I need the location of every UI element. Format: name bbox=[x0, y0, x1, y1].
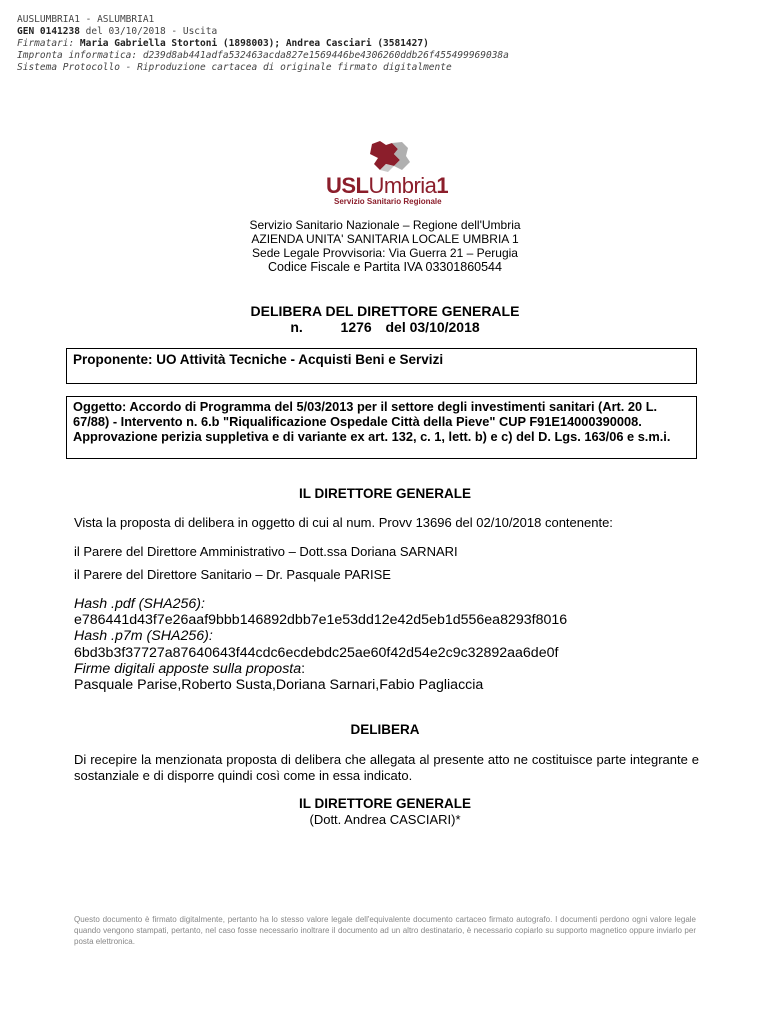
protocol-line-impronta: Impronta informatica: d239d8ab441adfa532463acda827e1569446be4306260ddb26f455499969038a bbox=[17, 50, 509, 61]
oggetto-box: Oggetto: Accordo di Programma del 5/03/2013 per il settore degli investimenti sanitari (Art. 20 L. 67/88) - Intervento n. 6.b "Riqualificazione Ospedale Città della Pieve" CUP F91E14000390008. Approvazione perizia suppletiva e di variante ex art. 132, c. 1, lett. b) e c) del D. Lgs. 163/06 e s.m.i. bbox=[66, 396, 697, 459]
delibera-number-line bbox=[0, 319, 770, 335]
protocol-gen-date: del 03/10/2018 - Uscita bbox=[79, 26, 218, 37]
firme-label-line bbox=[74, 661, 699, 677]
delibera-date: del 03/10/2018 bbox=[385, 319, 480, 335]
umbria-region-icon bbox=[358, 140, 414, 174]
delibera-heading: DELIBERA bbox=[350, 722, 420, 737]
firme-colon: : bbox=[301, 660, 306, 677]
delibera-title: DELIBERA DEL DIRETTORE GENERALE bbox=[250, 303, 520, 319]
vista-paragraph: Vista la proposta di delibera in oggetto di cui al num. Provv 13696 del 02/10/2018 contenente: bbox=[74, 515, 613, 530]
firme-names: Pasquale Parise,Roberto Susta,Doriana Sarnari,Fabio Pagliaccia bbox=[74, 677, 484, 694]
ente-line-2: AZIENDA UNITA' SANITARIA LOCALE UMBRIA 1 bbox=[251, 232, 519, 246]
protocol-line-ente: AUSLUMBRIA1 - ASLUMBRIA1 bbox=[17, 14, 155, 25]
recepire-paragraph: Di recepire la menzionata proposta di delibera che allegata al presente atto ne costituisce parte integrante e sostanziale e di disporre quindi così come in essa indicato. bbox=[74, 752, 699, 783]
protocol-header bbox=[17, 14, 509, 74]
usl-umbria-logo bbox=[318, 140, 454, 210]
ente-line-3: Sede Legale Provvisoria: Via Guerra 21 – Perugia bbox=[252, 246, 518, 260]
delibera-title-block bbox=[0, 303, 770, 335]
hash-block bbox=[74, 596, 699, 693]
firme-label: Firme digitali apposte sulla proposta bbox=[74, 660, 302, 677]
hash-pdf-value: e786441d43f7e26aaf9bbb146892dbb7e1e53dd12e42d5eb1d556ea8293f8016 bbox=[74, 612, 568, 629]
logo-number: 1 bbox=[436, 173, 449, 198]
ente-codice-fiscale: Codice Fiscale e Partita IVA 03301860544 bbox=[268, 260, 502, 274]
parere-sanitario: il Parere del Direttore Sanitario – Dr. Pasquale PARISE bbox=[74, 567, 391, 582]
hash-p7m-value: 6bd3b3f37727a87640643f44cdc6ecdebdc25ae60f42d54e2c9c32892aa6de0f bbox=[74, 644, 559, 661]
protocol-line-firmatari bbox=[17, 38, 509, 50]
digital-signature-disclaimer: Questo documento è firmato digitalmente, pertanto ha lo stesso valore legale dell'equivalente documento cartaceo firmato autografo. I documenti perdono ogni valore legale quando vengono stampati, pertanto, nel caso fosse necessario inoltrare il documento ad un altro destinatario, è necessario copiarlo su supporto magnetico oppure inviarlo per posta elettronica. bbox=[74, 915, 696, 946]
protocol-line-gen bbox=[17, 26, 509, 38]
hash-p7m-label: Hash .p7m (SHA256): bbox=[74, 628, 213, 645]
delibera-number: 1276 bbox=[340, 319, 372, 335]
firmatari-names: Maria Gabriella Stortoni (1898003); Andrea Casciari (3581427) bbox=[79, 38, 429, 49]
logo-usl: USL bbox=[326, 173, 369, 198]
direttore-heading: IL DIRETTORE GENERALE bbox=[298, 486, 472, 501]
logo-subtitle: Servizio Sanitario Regionale bbox=[334, 197, 442, 206]
protocol-gen-number: GEN 0141238 bbox=[17, 26, 80, 37]
logo-umbria: Umbria bbox=[368, 173, 437, 198]
logo-wordmark bbox=[326, 173, 448, 199]
firmatari-label: Firmatari: bbox=[17, 38, 80, 49]
protocol-line-sistema: Sistema Protocollo - Riproduzione cartacea di originale firmato digitalmente bbox=[17, 62, 452, 73]
proponente-box: Proponente: UO Attività Tecniche - Acquisti Beni e Servizi bbox=[66, 348, 697, 384]
firma-signer: (Dott. Andrea CASCIARI)* bbox=[309, 812, 461, 827]
parere-amministrativo: il Parere del Direttore Amministrativo – Dott.ssa Doriana SARNARI bbox=[74, 544, 458, 559]
delibera-n-label: n. bbox=[290, 319, 303, 335]
hash-pdf-label: Hash .pdf (SHA256): bbox=[74, 596, 205, 612]
firma-heading: IL DIRETTORE GENERALE bbox=[298, 796, 472, 811]
ente-line-1: Servizio Sanitario Nazionale – Regione dell'Umbria bbox=[249, 218, 521, 232]
ente-block bbox=[0, 218, 770, 274]
